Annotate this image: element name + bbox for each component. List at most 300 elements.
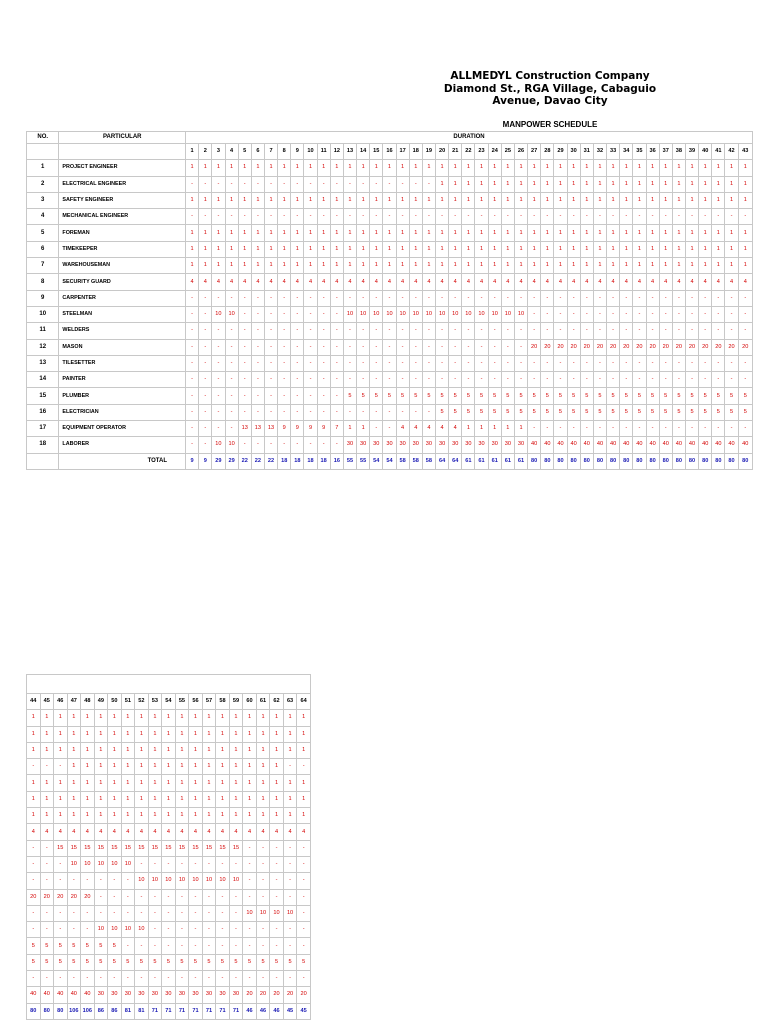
manpower-value: - (264, 388, 277, 404)
manpower-value: 1 (189, 742, 203, 758)
manpower-value: 1 (278, 258, 291, 274)
manpower-value: 1 (554, 241, 567, 257)
manpower-value: - (251, 339, 264, 355)
manpower-value: 1 (422, 241, 435, 257)
manpower-value: 4 (646, 274, 659, 290)
manpower-value: 1 (27, 742, 41, 758)
manpower-value: 1 (712, 241, 725, 257)
manpower-value: 1 (162, 775, 176, 791)
manpower-value: 1 (108, 808, 122, 824)
manpower-value: - (304, 355, 317, 371)
manpower-value: 4 (554, 274, 567, 290)
manpower-value: 5 (162, 954, 176, 970)
manpower-value: 10 (108, 922, 122, 938)
day-number: 11 (317, 144, 330, 160)
manpower-value: 40 (593, 437, 606, 453)
table-row (27, 209, 753, 225)
manpower-value: 1 (620, 258, 633, 274)
manpower-value: - (256, 971, 270, 987)
manpower-value: - (162, 905, 176, 921)
manpower-value: 5 (462, 388, 475, 404)
manpower-value: - (243, 840, 257, 856)
manpower-value: - (199, 306, 212, 322)
total-value: 71 (216, 1003, 230, 1019)
manpower-value: 1 (383, 160, 396, 176)
manpower-value: - (541, 209, 554, 225)
manpower-value: 1 (409, 160, 422, 176)
total-value: 46 (256, 1003, 270, 1019)
manpower-value: - (607, 323, 620, 339)
manpower-value: - (409, 355, 422, 371)
manpower-value: - (264, 290, 277, 306)
manpower-value: 1 (27, 710, 41, 726)
manpower-value: 1 (475, 192, 488, 208)
manpower-value: 5 (514, 404, 527, 420)
manpower-value: 5 (40, 954, 54, 970)
manpower-value: - (370, 372, 383, 388)
manpower-value: 1 (148, 742, 162, 758)
manpower-value: - (27, 971, 41, 987)
manpower-value: 40 (528, 437, 541, 453)
manpower-value: 4 (370, 274, 383, 290)
manpower-value: 1 (528, 225, 541, 241)
manpower-value: 1 (620, 192, 633, 208)
manpower-value: 5 (175, 954, 189, 970)
manpower-value: 4 (475, 274, 488, 290)
manpower-value: - (264, 437, 277, 453)
manpower-value: 1 (462, 421, 475, 437)
manpower-value: 10 (81, 856, 95, 872)
manpower-value: 1 (229, 710, 243, 726)
manpower-value: - (27, 840, 41, 856)
manpower-value: - (659, 290, 672, 306)
manpower-value: - (343, 404, 356, 420)
manpower-value: 30 (343, 437, 356, 453)
manpower-value: 10 (270, 905, 284, 921)
manpower-value: - (488, 355, 501, 371)
manpower-value: 1 (94, 710, 108, 726)
manpower-value: - (175, 922, 189, 938)
manpower-value: - (514, 209, 527, 225)
manpower-value: - (593, 421, 606, 437)
manpower-value: 10 (256, 905, 270, 921)
manpower-value: - (712, 372, 725, 388)
manpower-value: 1 (685, 258, 698, 274)
manpower-value: 13 (238, 421, 251, 437)
manpower-value: 1 (67, 775, 81, 791)
manpower-value: 1 (202, 710, 216, 726)
manpower-value: - (488, 290, 501, 306)
manpower-value: - (370, 421, 383, 437)
total-value: 18 (291, 453, 304, 469)
manpower-value: 20 (725, 339, 738, 355)
manpower-value: - (541, 306, 554, 322)
manpower-value: - (712, 421, 725, 437)
manpower-value: 5 (672, 404, 685, 420)
manpower-value: 5 (370, 388, 383, 404)
table-row (27, 355, 753, 371)
manpower-value: 1 (659, 176, 672, 192)
manpower-value: 10 (94, 922, 108, 938)
manpower-value: - (712, 209, 725, 225)
manpower-value: - (270, 840, 284, 856)
manpower-value: - (422, 404, 435, 420)
total-value: 22 (238, 453, 251, 469)
manpower-value: 15 (94, 840, 108, 856)
manpower-value: - (297, 840, 311, 856)
manpower-value: 1 (462, 225, 475, 241)
manpower-value: 1 (712, 258, 725, 274)
day-number: 59 (229, 694, 243, 710)
manpower-value: - (567, 372, 580, 388)
row-particular: CARPENTER (59, 290, 186, 306)
manpower-value: - (256, 922, 270, 938)
manpower-value: 4 (593, 274, 606, 290)
manpower-value: - (283, 889, 297, 905)
row-particular: LABORER (59, 437, 186, 453)
manpower-value: - (330, 323, 343, 339)
manpower-value: 4 (175, 824, 189, 840)
total-value: 61 (488, 453, 501, 469)
manpower-value: - (199, 209, 212, 225)
row-number: 7 (27, 258, 59, 274)
manpower-value: - (216, 856, 230, 872)
manpower-value: - (501, 372, 514, 388)
manpower-value: 1 (135, 775, 149, 791)
manpower-value: - (162, 889, 176, 905)
manpower-value: 4 (108, 824, 122, 840)
manpower-value: 1 (238, 258, 251, 274)
manpower-value: 1 (436, 160, 449, 176)
manpower-value: 40 (541, 437, 554, 453)
total-value: 61 (462, 453, 475, 469)
manpower-value: 10 (212, 437, 225, 453)
manpower-value: 1 (202, 808, 216, 824)
manpower-value: - (514, 290, 527, 306)
manpower-value: - (317, 388, 330, 404)
manpower-value: - (304, 176, 317, 192)
manpower-value: - (370, 339, 383, 355)
total-value: 61 (475, 453, 488, 469)
manpower-value: 1 (81, 710, 95, 726)
total-value: 80 (712, 453, 725, 469)
total-value: 80 (528, 453, 541, 469)
manpower-value: - (554, 421, 567, 437)
table-row (27, 274, 753, 290)
manpower-value: 10 (108, 856, 122, 872)
manpower-value: 1 (475, 241, 488, 257)
manpower-value: - (291, 355, 304, 371)
manpower-value: 1 (175, 808, 189, 824)
manpower-value: 10 (383, 306, 396, 322)
day-number: 13 (343, 144, 356, 160)
table-row (27, 856, 311, 872)
manpower-value: 1 (567, 258, 580, 274)
manpower-value: 5 (620, 388, 633, 404)
manpower-value: - (409, 404, 422, 420)
manpower-value: 1 (488, 176, 501, 192)
manpower-value: 5 (620, 404, 633, 420)
manpower-value: 40 (81, 987, 95, 1003)
manpower-value: 1 (672, 192, 685, 208)
manpower-value: 1 (383, 241, 396, 257)
manpower-value: 1 (514, 421, 527, 437)
manpower-value: - (189, 905, 203, 921)
manpower-value: - (186, 404, 199, 420)
total-value: 71 (175, 1003, 189, 1019)
manpower-value: 5 (108, 954, 122, 970)
manpower-value: - (283, 938, 297, 954)
manpower-value: - (725, 306, 738, 322)
manpower-value: 1 (135, 808, 149, 824)
manpower-value: 40 (580, 437, 593, 453)
row-particular: WAREHOUSEMAN (59, 258, 186, 274)
manpower-value: 5 (135, 954, 149, 970)
manpower-value: - (370, 404, 383, 420)
table-row (27, 775, 311, 791)
manpower-value: - (672, 209, 685, 225)
manpower-value: 1 (121, 775, 135, 791)
manpower-value: 1 (593, 160, 606, 176)
row-number: 5 (27, 225, 59, 241)
manpower-value: 1 (238, 160, 251, 176)
manpower-value: - (343, 339, 356, 355)
manpower-value: 1 (646, 225, 659, 241)
total-value: 80 (699, 453, 712, 469)
manpower-value: - (620, 372, 633, 388)
day-number: 4 (225, 144, 238, 160)
manpower-value: 1 (501, 225, 514, 241)
day-header-row (27, 694, 311, 710)
manpower-value: - (712, 290, 725, 306)
total-label: TOTAL (59, 453, 186, 469)
manpower-value: - (251, 404, 264, 420)
manpower-value: - (317, 404, 330, 420)
manpower-value: 13 (264, 421, 277, 437)
manpower-value: - (357, 355, 370, 371)
manpower-value: - (436, 372, 449, 388)
manpower-value: - (396, 339, 409, 355)
manpower-value: 1 (94, 791, 108, 807)
manpower-value: - (357, 323, 370, 339)
manpower-value: 30 (436, 437, 449, 453)
manpower-value: 15 (162, 840, 176, 856)
manpower-value: 10 (162, 873, 176, 889)
manpower-value: - (251, 209, 264, 225)
manpower-value: 1 (121, 791, 135, 807)
manpower-value: 1 (370, 192, 383, 208)
manpower-value: 1 (189, 791, 203, 807)
manpower-value: 1 (528, 160, 541, 176)
manpower-value: - (202, 905, 216, 921)
manpower-value: - (135, 938, 149, 954)
manpower-value: - (672, 421, 685, 437)
manpower-value: - (67, 873, 81, 889)
manpower-value: - (256, 873, 270, 889)
manpower-value: - (199, 290, 212, 306)
manpower-value: 1 (501, 176, 514, 192)
manpower-value: - (229, 922, 243, 938)
manpower-value: - (225, 372, 238, 388)
manpower-value: 1 (554, 160, 567, 176)
manpower-value: - (646, 290, 659, 306)
manpower-value: - (449, 339, 462, 355)
manpower-value: - (330, 209, 343, 225)
day-number: 22 (462, 144, 475, 160)
manpower-value: 4 (343, 274, 356, 290)
manpower-value: 5 (27, 954, 41, 970)
table-row (27, 987, 311, 1003)
manpower-value: 4 (40, 824, 54, 840)
manpower-value: - (278, 306, 291, 322)
manpower-value: 4 (567, 274, 580, 290)
manpower-value: - (646, 421, 659, 437)
manpower-value: - (291, 372, 304, 388)
empty-cell (27, 675, 311, 694)
manpower-value: 30 (202, 987, 216, 1003)
manpower-value: 1 (528, 258, 541, 274)
manpower-value: 1 (357, 192, 370, 208)
manpower-value: 1 (189, 726, 203, 742)
manpower-value: - (175, 889, 189, 905)
manpower-value: - (396, 176, 409, 192)
manpower-value: - (541, 290, 554, 306)
manpower-value: 1 (225, 192, 238, 208)
manpower-value: 1 (725, 176, 738, 192)
manpower-value: 4 (251, 274, 264, 290)
manpower-value: 4 (685, 274, 698, 290)
manpower-value: - (291, 437, 304, 453)
manpower-value: - (212, 339, 225, 355)
manpower-value: - (81, 873, 95, 889)
manpower-value: - (422, 355, 435, 371)
manpower-value: - (396, 372, 409, 388)
day-number: 1 (186, 144, 199, 160)
day-number: 33 (607, 144, 620, 160)
manpower-value: - (27, 922, 41, 938)
manpower-value: 4 (738, 274, 752, 290)
manpower-value: - (54, 905, 68, 921)
manpower-value: - (229, 905, 243, 921)
manpower-value: 1 (81, 775, 95, 791)
row-particular: PAINTER (59, 372, 186, 388)
manpower-value: 1 (633, 241, 646, 257)
manpower-value: 1 (514, 258, 527, 274)
manpower-value: - (699, 355, 712, 371)
manpower-value: - (370, 290, 383, 306)
total-value: 71 (162, 1003, 176, 1019)
row-particular: PLUMBER (59, 388, 186, 404)
total-value: 64 (449, 453, 462, 469)
manpower-value: 15 (81, 840, 95, 856)
row-number: 10 (27, 306, 59, 322)
manpower-value: 20 (270, 987, 284, 1003)
manpower-value: 5 (436, 404, 449, 420)
day-number: 60 (243, 694, 257, 710)
manpower-value: 1 (27, 808, 41, 824)
manpower-value: - (40, 856, 54, 872)
manpower-value: - (40, 759, 54, 775)
manpower-value: - (175, 905, 189, 921)
manpower-value: 1 (712, 225, 725, 241)
manpower-value: - (685, 209, 698, 225)
manpower-value: - (243, 889, 257, 905)
manpower-value: - (225, 388, 238, 404)
manpower-value: 1 (646, 176, 659, 192)
manpower-value: - (357, 404, 370, 420)
table-row (27, 710, 311, 726)
manpower-value: 1 (264, 192, 277, 208)
manpower-value: 1 (383, 258, 396, 274)
manpower-value: - (685, 372, 698, 388)
manpower-value: 1 (567, 225, 580, 241)
manpower-value: 5 (738, 404, 752, 420)
manpower-value: 1 (202, 775, 216, 791)
manpower-value: 1 (94, 726, 108, 742)
manpower-value: 1 (501, 258, 514, 274)
manpower-value: 5 (501, 388, 514, 404)
manpower-value: - (712, 355, 725, 371)
total-value: 16 (330, 453, 343, 469)
row-particular: STEELMAN (59, 306, 186, 322)
manpower-value: 15 (108, 840, 122, 856)
manpower-value: - (633, 290, 646, 306)
manpower-value: 5 (383, 388, 396, 404)
manpower-value: 30 (449, 437, 462, 453)
manpower-value: 20 (283, 987, 297, 1003)
manpower-value: - (202, 938, 216, 954)
manpower-value: 1 (607, 258, 620, 274)
manpower-value: 1 (475, 225, 488, 241)
manpower-value: - (646, 323, 659, 339)
manpower-value: - (238, 323, 251, 339)
manpower-value: - (251, 290, 264, 306)
manpower-value: 20 (712, 339, 725, 355)
manpower-value: 4 (162, 824, 176, 840)
manpower-value: 1 (54, 791, 68, 807)
manpower-value: 1 (27, 775, 41, 791)
manpower-value: - (462, 355, 475, 371)
manpower-value: - (297, 922, 311, 938)
manpower-value: 1 (148, 710, 162, 726)
total-value: 45 (297, 1003, 311, 1019)
manpower-value: 1 (175, 742, 189, 758)
manpower-value: 4 (121, 824, 135, 840)
manpower-value: - (94, 971, 108, 987)
manpower-value: - (409, 339, 422, 355)
manpower-value: 30 (94, 987, 108, 1003)
manpower-value: 1 (297, 742, 311, 758)
manpower-value: 1 (633, 176, 646, 192)
manpower-value: - (462, 339, 475, 355)
manpower-value: - (633, 421, 646, 437)
manpower-value: 5 (607, 388, 620, 404)
day-number: 24 (488, 144, 501, 160)
manpower-value: 4 (725, 274, 738, 290)
manpower-value: - (541, 323, 554, 339)
manpower-value: - (278, 437, 291, 453)
manpower-value: 5 (202, 954, 216, 970)
manpower-value: 15 (189, 840, 203, 856)
manpower-value: 1 (659, 160, 672, 176)
manpower-value: - (633, 209, 646, 225)
manpower-value: 1 (291, 241, 304, 257)
table-row (27, 290, 753, 306)
manpower-value: - (422, 209, 435, 225)
manpower-value: 20 (685, 339, 698, 355)
manpower-value: 5 (357, 388, 370, 404)
manpower-value: 5 (528, 404, 541, 420)
